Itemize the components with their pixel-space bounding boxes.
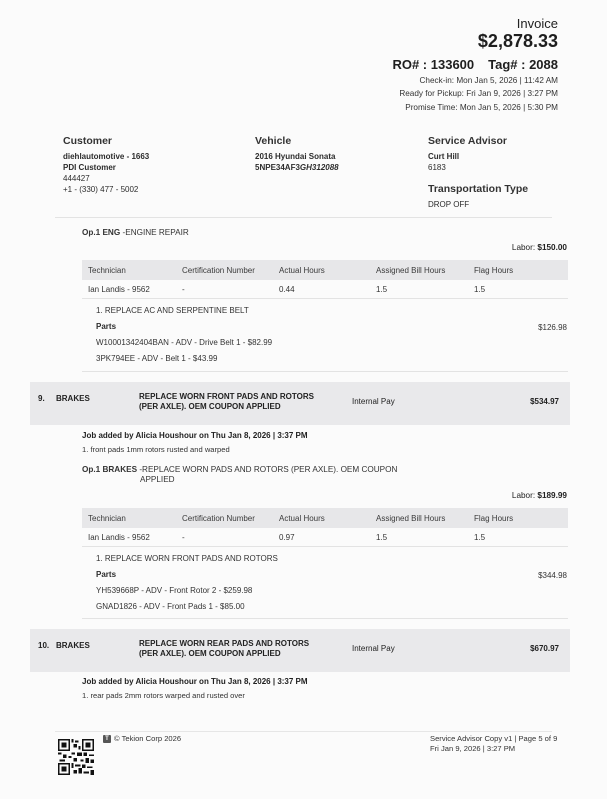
- qr-code-icon: [58, 739, 94, 775]
- service-advisor-id: 6183: [428, 163, 446, 172]
- job-description-line: (PER AXLE). OEM COUPON APPLIED: [139, 649, 281, 658]
- op1-title: [82, 228, 189, 237]
- check-in-time: Check-in: Mon Jan 5, 2026 | 11:42 AM: [419, 76, 558, 85]
- table-row: [82, 280, 568, 299]
- job-number: 9.: [38, 394, 45, 403]
- header-certification-number: Certification Number: [182, 265, 255, 275]
- document-type: Invoice: [516, 16, 558, 31]
- invoice-total: $2,878.33: [477, 31, 558, 51]
- job-10-header: [30, 629, 570, 672]
- parts-heading: Parts: [96, 322, 117, 331]
- footer-page-info: [430, 734, 557, 754]
- job-number: 10.: [38, 641, 50, 650]
- job-description-line: (PER AXLE). OEM COUPON APPLIED: [139, 402, 281, 411]
- vehicle-title: Vehicle: [255, 135, 292, 147]
- op1-line-item: [96, 303, 272, 367]
- pay-type: Internal Pay: [352, 644, 395, 653]
- job-category: BRAKES: [56, 394, 90, 403]
- job-description-line: REPLACE WORN FRONT PADS AND ROTORS: [139, 392, 314, 401]
- op1-desc: -ENGINE REPAIR: [122, 228, 189, 237]
- header-flag-hours: Flag Hours: [474, 513, 514, 523]
- customer-id: 444427: [63, 174, 90, 183]
- cell-technician: Ian Landis - 9562: [88, 532, 150, 542]
- service-advisor-title: Service Advisor: [428, 135, 507, 147]
- job9-parts-total: $344.98: [538, 571, 567, 580]
- section-divider: [82, 618, 568, 619]
- job-added-by: Job added by Alicia Houshour on Thu Jan 8, 2026 | 3:37 PM: [82, 431, 308, 440]
- cell-flag-hours: 1.5: [474, 532, 486, 542]
- job9-op-labor: [512, 491, 567, 500]
- promise-time: Promise Time: Mon Jan 5, 2026 | 5:30 PM: [405, 103, 558, 112]
- header-technician: Technician: [88, 265, 126, 275]
- ro-tag-line: [392, 57, 558, 72]
- table-header: [82, 508, 568, 528]
- job-9-header: [30, 382, 570, 425]
- labor-label: Labor:: [511, 243, 536, 252]
- job-description: [139, 639, 329, 659]
- transportation-type-value: DROP OFF: [428, 200, 470, 209]
- table-row: [82, 528, 568, 547]
- job-note: 1. rear pads 2mm rotors warped and rusted over: [82, 691, 245, 700]
- table-header: [82, 260, 568, 280]
- header-assigned-bill-hours: Assigned Bill Hours: [376, 513, 446, 523]
- cell-assigned-bill-hours: 1.5: [376, 532, 388, 542]
- job-note: 1. front pads 1mm rotors rusted and warped: [82, 445, 230, 454]
- section-divider: [55, 217, 552, 218]
- cell-certification-number: -: [182, 532, 185, 542]
- customer-phone: +1 - (330) 477 - 5002: [63, 185, 139, 194]
- vehicle-vin: [255, 162, 339, 173]
- header-assigned-bill-hours: Assigned Bill Hours: [376, 265, 446, 275]
- tag-number: Tag# : 2088: [488, 57, 558, 72]
- line-item-title: 1. REPLACE WORN FRONT PADS AND ROTORS: [96, 554, 278, 563]
- job-amount: $534.97: [530, 397, 559, 406]
- header-actual-hours: Actual Hours: [279, 265, 325, 275]
- vin-suffix: GH312088: [299, 163, 339, 172]
- printed-time: Fri Jan 9, 2026 | 3:27 PM: [430, 744, 516, 753]
- line-item-title: 1. REPLACE AC AND SERPENTINE BELT: [96, 306, 249, 315]
- op1-code: Op.1 ENG: [82, 228, 121, 237]
- op1-technician-table: [82, 260, 568, 299]
- customer-name: PDI Customer: [63, 163, 116, 172]
- header-flag-hours: Flag Hours: [474, 265, 514, 275]
- section-divider: [82, 371, 568, 372]
- customer-section: [63, 135, 149, 195]
- labor-value: $150.00: [537, 243, 567, 252]
- job-category: BRAKES: [56, 641, 90, 650]
- tekion-logo-icon: T: [103, 735, 111, 743]
- header-actual-hours: Actual Hours: [279, 513, 325, 523]
- header-certification-number: Certification Number: [182, 513, 255, 523]
- labor-value: $189.99: [537, 491, 567, 500]
- footer-divider: [55, 731, 552, 732]
- service-advisor-section: [428, 135, 528, 210]
- cell-actual-hours: 0.97: [279, 532, 295, 542]
- vin-prefix: 5NPE34AF3: [255, 163, 300, 172]
- part-item: 3PK794EE - ADV - Belt 1 - $43.99: [96, 354, 218, 363]
- part-item: GNAD1826 - ADV - Front Pads 1 - $85.00: [96, 602, 245, 611]
- copyright-text: © Tekion Corp 2026: [114, 734, 182, 743]
- vehicle-section: [255, 135, 339, 173]
- op1-labor: [512, 243, 567, 252]
- transportation-type-title: Transportation Type: [428, 183, 529, 195]
- op-code: Op.1 BRAKES: [82, 465, 138, 474]
- cell-flag-hours: 1.5: [474, 284, 486, 294]
- vehicle-model: 2016 Hyundai Sonata: [255, 152, 336, 161]
- cell-assigned-bill-hours: 1.5: [376, 284, 388, 294]
- copy-page-info: Service Advisor Copy v1 | Page 5 of 9: [430, 734, 558, 743]
- job-amount: $670.97: [530, 644, 559, 653]
- job-description-line: REPLACE WORN REAR PADS AND ROTORS: [139, 639, 310, 648]
- customer-account: diehlautomotive - 1663: [63, 152, 150, 161]
- customer-title: Customer: [63, 135, 113, 147]
- op-desc: -REPLACE WORN PADS AND ROTORS (PER AXLE). OEM COUPON: [139, 465, 398, 474]
- job9-technician-table: [82, 508, 568, 547]
- cell-technician: Ian Landis - 9562: [88, 284, 150, 294]
- op1-parts-total: $126.98: [538, 323, 567, 332]
- labor-label: Labor:: [511, 491, 536, 500]
- op-desc-cont: APPLIED: [140, 475, 175, 484]
- parts-heading: Parts: [96, 570, 117, 579]
- footer-copyright: [103, 734, 181, 743]
- cell-actual-hours: 0.44: [279, 284, 295, 294]
- cell-certification-number: -: [182, 284, 185, 294]
- job-description: [139, 392, 329, 412]
- job9-op-title: [82, 465, 397, 485]
- ro-number: RO# : 133600: [392, 57, 475, 72]
- part-item: W10001342404BAN - ADV - Drive Belt 1 - $82.99: [96, 338, 273, 347]
- part-item: YH539668P - ADV - Front Rotor 2 - $259.98: [96, 586, 253, 595]
- job9-line-item: [96, 551, 278, 615]
- service-advisor-name: Curt Hill: [428, 152, 460, 161]
- job-added-by: Job added by Alicia Houshour on Thu Jan 8, 2026 | 3:37 PM: [82, 677, 308, 686]
- ready-for-pickup-time: Ready for Pickup: Fri Jan 9, 2026 | 3:27 PM: [399, 89, 558, 98]
- pay-type: Internal Pay: [352, 397, 395, 406]
- header-technician: Technician: [88, 513, 126, 523]
